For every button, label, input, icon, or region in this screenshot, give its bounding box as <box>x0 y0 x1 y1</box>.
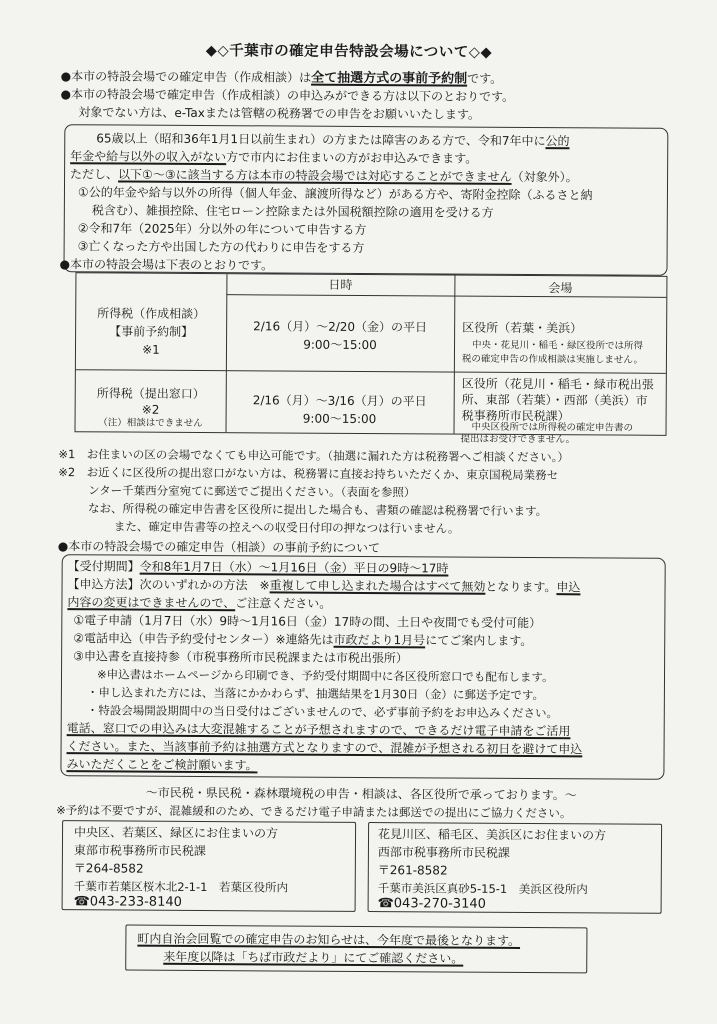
row2-no-consult: （注）相談はできません <box>98 417 203 430</box>
no-change-warning: 内容の変更はできませんので、 <box>67 595 236 611</box>
office-west-name: 西部市税事務所市民税課 <box>377 845 510 860</box>
period-label: 【受付期間】 <box>67 559 140 574</box>
exclusion-1: ①公的年金や給与以外の所得（個人年金、譲渡所得など）がある方や、寄附金控除（ふるさと納 <box>77 185 593 203</box>
row1-venue-note-1: 中央・花見川・稲毛・緑区役所では所得 <box>471 339 644 352</box>
other-tax-note: ～市民税・県民税・森林環境税の申告・相談は、各区役所で承っております。～ <box>145 785 577 803</box>
venue-heading: ●本市の特設会場は下表のとおりです。 <box>59 257 274 273</box>
method-in-person: ③申込書を直接持参（市税事務所市民税課または市税出張所） <box>73 649 408 666</box>
note-3: なお、所得税の確定申告書を区役所に提出した場合も、書類の確認は税務署で行います。 <box>87 501 548 519</box>
intro-line-3: 対象でない方は、e-Taxまたは管轄の税務署での申告をお願いいたします。 <box>78 105 480 122</box>
form-note: ※申込書はホームページから印刷でき、予約受付期間中に各区役所窓口でも配布します。 <box>96 667 554 685</box>
office-east-name: 東部市税事務所市民税課 <box>73 843 206 859</box>
page-title: ◆◇千葉市の確定申告特設会場について◇◆ <box>205 43 493 61</box>
row2-type: 所得税（提出窓口） <box>96 386 205 402</box>
row2-venue-note <box>471 422 633 434</box>
city-newsletter-underline: 市政だより1月号 <box>333 632 426 648</box>
row1-type: 所得税（作成相談） <box>97 306 206 322</box>
office-east-zip: 〒264-8582 <box>73 861 144 876</box>
eligibility-underline: 公的 <box>545 134 570 149</box>
result-mail-note: ・申し込まれた方には、当落にかかわらず、抽選結果を1月30日（金）に郵送予定です。 <box>86 685 545 703</box>
eligibility-text-2: 方で市内にお住まいの方がお申込みできます。 <box>226 150 478 166</box>
row1-reservation: 【事前予約制】 <box>109 324 194 339</box>
congestion-warning-1: 電話、窓口での申込みは大変混雑することが予想されますので、できるだけ電子申請をご活用 <box>66 721 571 739</box>
eligibility-line-2 <box>70 148 477 166</box>
duplicate-invalid-warning: 重複して申し込まれた場合はすべて無効 <box>269 578 486 594</box>
row1-venue-note-2: 税の確定申告の作成相談は実施しません。 <box>461 353 644 366</box>
venue-table <box>74 272 667 436</box>
document-page <box>55 42 676 986</box>
row2-venue-note-1: 中央区役所では所得税の確定申告書の <box>471 421 634 434</box>
note-1: ※1 お住まいの区の会場でなくても申込可能です。（抽選に漏れた方は税務署へご相談ください。） <box>58 447 569 465</box>
eligibility-line-1 <box>96 130 569 149</box>
method-label: 【申込方法】 <box>67 577 140 592</box>
method-phone <box>73 630 532 649</box>
eligibility-text-3: ただし、 <box>70 167 119 182</box>
row2-venue-1: 区役所（花見川・稲毛・緑市税出張 <box>461 376 654 392</box>
phone-text: ②電話申込（申告予約受付センター）※連絡先は <box>73 631 334 647</box>
reservation-heading: ●本市の特設会場での確定申告（相談）の事前予約について <box>57 539 381 556</box>
eligibility-line-3 <box>70 166 578 185</box>
mail-note: ※予約は不要ですが、混雑緩和のため、できるだけ電子申請または郵送での提出にご協力ください。 <box>56 803 572 821</box>
row2-time: 9:00～15:00 <box>302 411 377 427</box>
note-4: また、確定申告書等の控えへの収受日付印の押なつは行いません。 <box>113 519 460 536</box>
intro-text-end: です。 <box>467 71 503 86</box>
eligibility-text: 65歳以上（昭和36年1月1日以前生まれ）の方または障害のある方で、令和7年中に <box>96 131 546 149</box>
office-west-tel: ☎043-270-3140 <box>377 896 486 912</box>
eligibility-underline-2: 年金や給与以外の収入がない <box>70 149 227 165</box>
intro-line-1 <box>61 68 503 88</box>
eligibility-text-3b: （対象外）。 <box>511 169 578 185</box>
congestion-warning-3: みいただくことをご検討願います。 <box>66 757 258 773</box>
note-2a: ※2 お近くに区役所の提出窓口がない方は、税務署に直接お持ちいただくか、東京国税局業務セ <box>58 465 559 483</box>
office-west-address: 千葉市美浜区真砂5-15-1 美浜区役所内 <box>377 881 588 897</box>
office-east-tel: ☎043-233-8140 <box>73 894 182 910</box>
footer-line-1: 町内自治会回覧での確定申告のお知らせは、今年度で最後となります。 <box>137 931 521 948</box>
lottery-reservation-emphasis: 全て抽選方式の事前予約制 <box>311 70 468 87</box>
row2-date: 2/16（月）～3/16（月）の平日 <box>252 393 427 409</box>
row2-venue-2: 所、東部（若葉）・西部（美浜）市 <box>461 392 648 408</box>
method-text: 次のいずれかの方法 ※ <box>139 577 270 593</box>
office-west-zip: 〒261-8582 <box>377 863 448 878</box>
congestion-warning-2: ください。また、当該事前予約は抽選方式となりますので、混雑が予想される初日を避けて申込 <box>66 739 583 757</box>
office-west-area: 花見川区、稲毛区、美浜区にお住まいの方 <box>378 827 607 843</box>
intro-text: ●本市の特設会場での確定申告（作成相談）は <box>60 69 312 85</box>
reservation-change-note <box>67 594 331 612</box>
intro-line-2: ●本市の特設会場で確定申告（作成相談）の申込みができる方は以下のとおりです。 <box>60 87 515 104</box>
reservation-method <box>68 576 581 595</box>
reservation-period <box>68 558 449 576</box>
phone-text-b: にてご案内します。 <box>425 633 533 649</box>
row1-date: 2/16（月）～2/20（金）の平日 <box>253 319 428 335</box>
row2-venue-3: 税事務所市民税課） <box>461 408 570 424</box>
row2-venue-note-2: 提出はお受けできません。 <box>460 433 576 446</box>
exclusion-underline: 以下①～③に該当する方は本市の特設会場では対応することができません <box>118 167 512 184</box>
exclusion-2: ②令和7年（2025年）分以外の年について申告する方 <box>77 221 367 238</box>
table-head-venue: 会場 <box>548 281 573 296</box>
row1-venue: 区役所（若葉・美浜） <box>462 320 583 336</box>
table-head-date: 日時 <box>328 277 353 292</box>
method-text-b: となります。 <box>485 579 557 595</box>
row2-note-mark: ※2 <box>141 402 160 417</box>
row1-note-mark: ※1 <box>142 342 160 357</box>
office-east-area: 中央区、若葉区、緑区にお住まいの方 <box>74 825 279 841</box>
note-2b: ンター千葉西分室宛てに郵送でご提出ください。（表面を参照） <box>88 483 416 500</box>
exclusion-3: ③亡くなった方や出国した方の代わりに申告をする方 <box>77 239 365 255</box>
footer-line-2: 来年度以降は「ちば市政だより」にてご確認ください。 <box>163 949 464 966</box>
no-same-day-note: ・特設会場開設期間中の当日受付はございませんので、必ず事前予約をお申込みください。 <box>86 703 559 721</box>
office-east-address: 千葉市若葉区桜木北2-1-1 若葉区役所内 <box>73 879 289 895</box>
change-text: ご注意ください。 <box>235 596 332 611</box>
row1-time: 9:00～15:00 <box>303 337 377 353</box>
period-value: 令和8年1月7日（水）～1月16日（金）平日の9時～17時 <box>139 559 449 576</box>
method-online: ①電子申請（1月7日（水）9時～1月16日（金）17時の間、土日や夜間でも受付可能） <box>73 613 542 631</box>
method-text-c: 申込 <box>556 580 581 595</box>
exclusion-1-cont: 税含む）、雑損控除、住宅ローン控除または外国税額控除の適用を受ける方 <box>91 203 494 220</box>
